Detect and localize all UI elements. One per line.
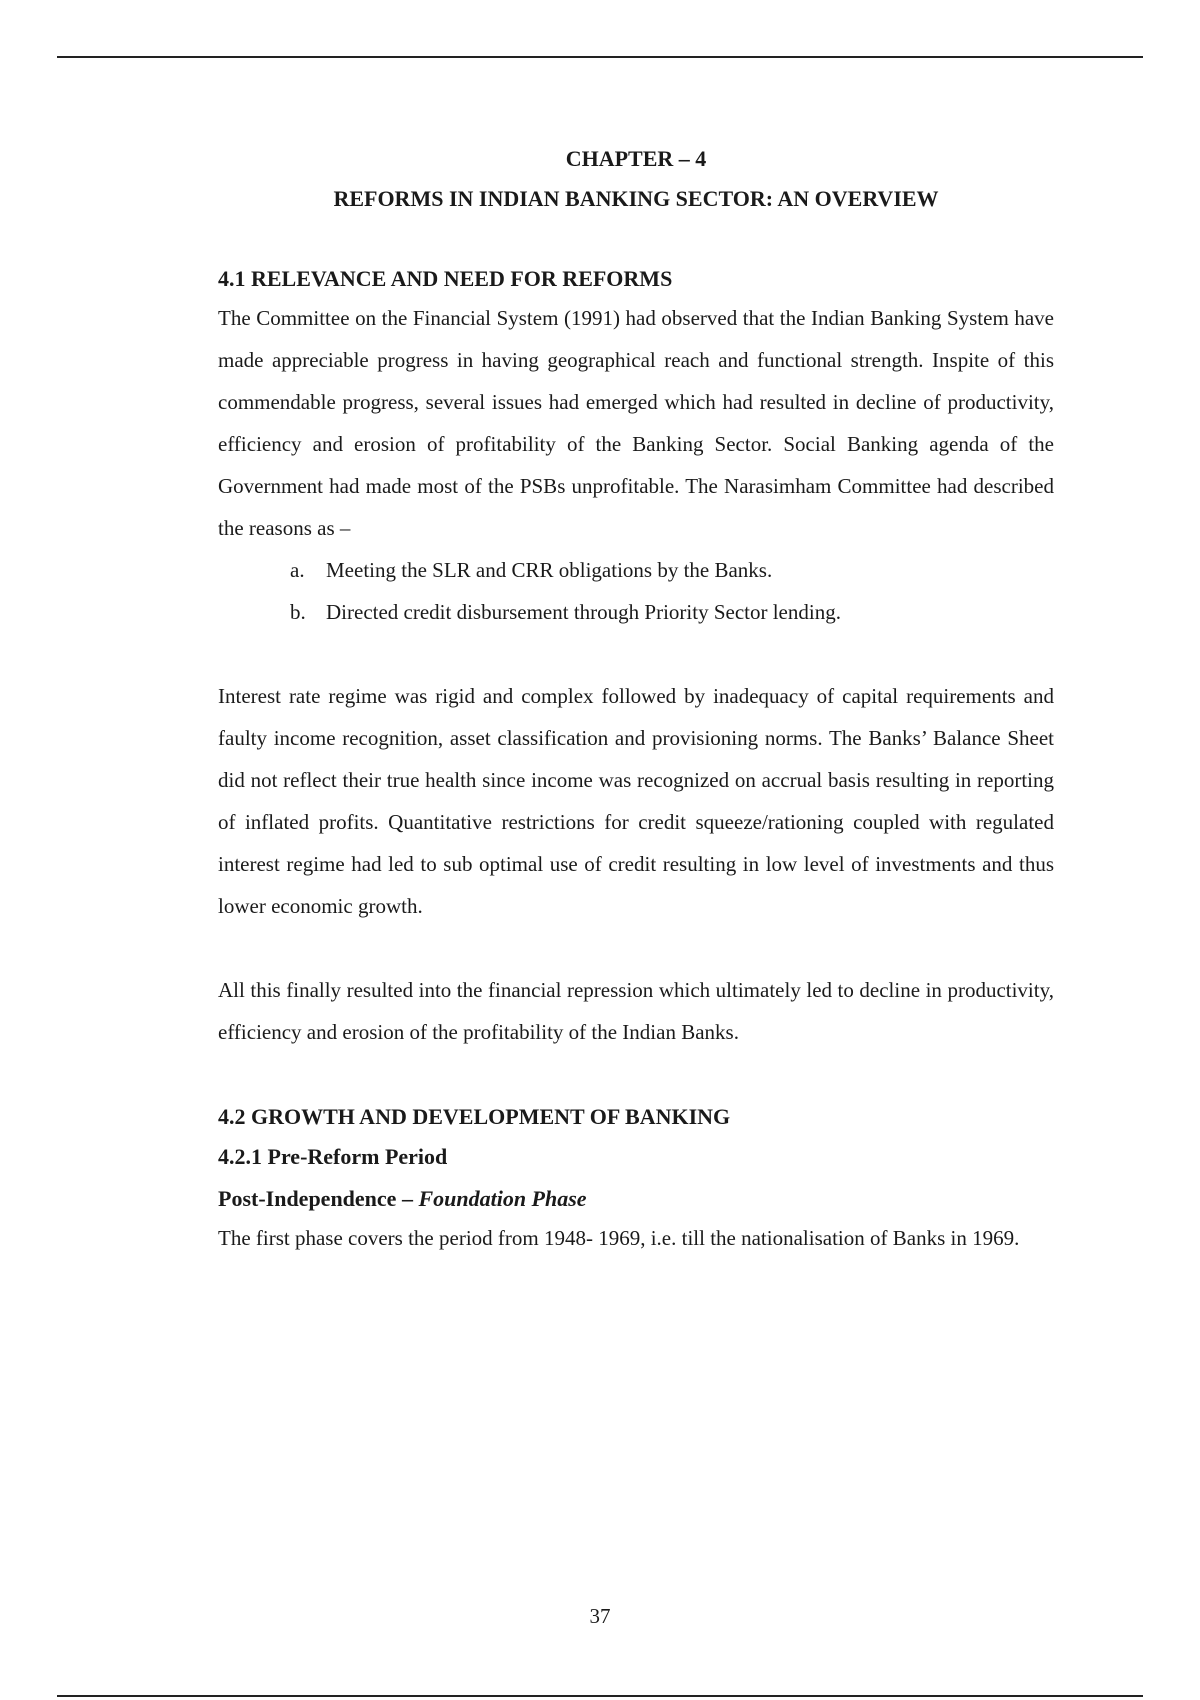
list-item (290, 591, 1054, 633)
section-4-1-paragraph-2: Interest rate regime was rigid and complex followed by inadequacy of capital requirements and faulty income recognition, asset classification and provisioning norms. The Banks’ Balance Sheet did not reflect their true health since income was recognized on accrual basis resulting in reporting of inflated profits. Quantitative restrictions for credit squeeze/rationing coupled with regulated interest regime had led to sub optimal use of credit resulting in low level of investments and thus lower economic growth. (218, 684, 1054, 918)
bottom-rule (57, 1695, 1143, 1697)
chapter-title: REFORMS IN INDIAN BANKING SECTOR: AN OVERVIEW (333, 186, 939, 211)
section-4-2-heading: 4.2 GROWTH AND DEVELOPMENT OF BANKING (218, 1104, 731, 1129)
list-marker: a. (290, 558, 305, 582)
section-4-2-paragraph: The first phase covers the period from 1948- 1969, i.e. till the nationalisation of Banks in 1969. (218, 1226, 1020, 1250)
reasons-list (218, 549, 1054, 633)
list-item (290, 549, 1054, 591)
section-4-1-paragraph-3: All this finally resulted into the financial repression which ultimately led to decline in productivity, efficiency and erosion of the profitability of the Indian Banks. (218, 978, 1054, 1044)
phase-name: Foundation Phase (418, 1186, 587, 1211)
top-rule (57, 56, 1143, 58)
page-content (218, 145, 1054, 1259)
list-item-text: Directed credit disbursement through Priority Sector lending. (326, 600, 841, 624)
phase-heading (218, 1185, 1054, 1213)
list-marker: b. (290, 600, 306, 624)
chapter-label: CHAPTER – 4 (565, 146, 707, 171)
section-4-1-heading: 4.1 RELEVANCE AND NEED FOR REFORMS (218, 266, 673, 291)
section-4-1-paragraph-1: The Committee on the Financial System (1991) had observed that the Indian Banking System have made appreciable progress in having geographical reach and functional strength. Inspite of this commendable progress, several issues had emerged which had resulted in decline of productivity, efficiency and erosion of profitability of the Banking Sector. Social Banking agenda of the Government had made most of the PSBs unprofitable. The Narasimham Committee had described the reasons as – (218, 306, 1054, 540)
phase-label: Post-Independence – (218, 1186, 419, 1211)
page-number: 37 (589, 1604, 611, 1628)
section-4-2-1-subheading: 4.2.1 Pre-Reform Period (218, 1144, 448, 1169)
list-item-text: Meeting the SLR and CRR obligations by the Banks. (326, 558, 773, 582)
